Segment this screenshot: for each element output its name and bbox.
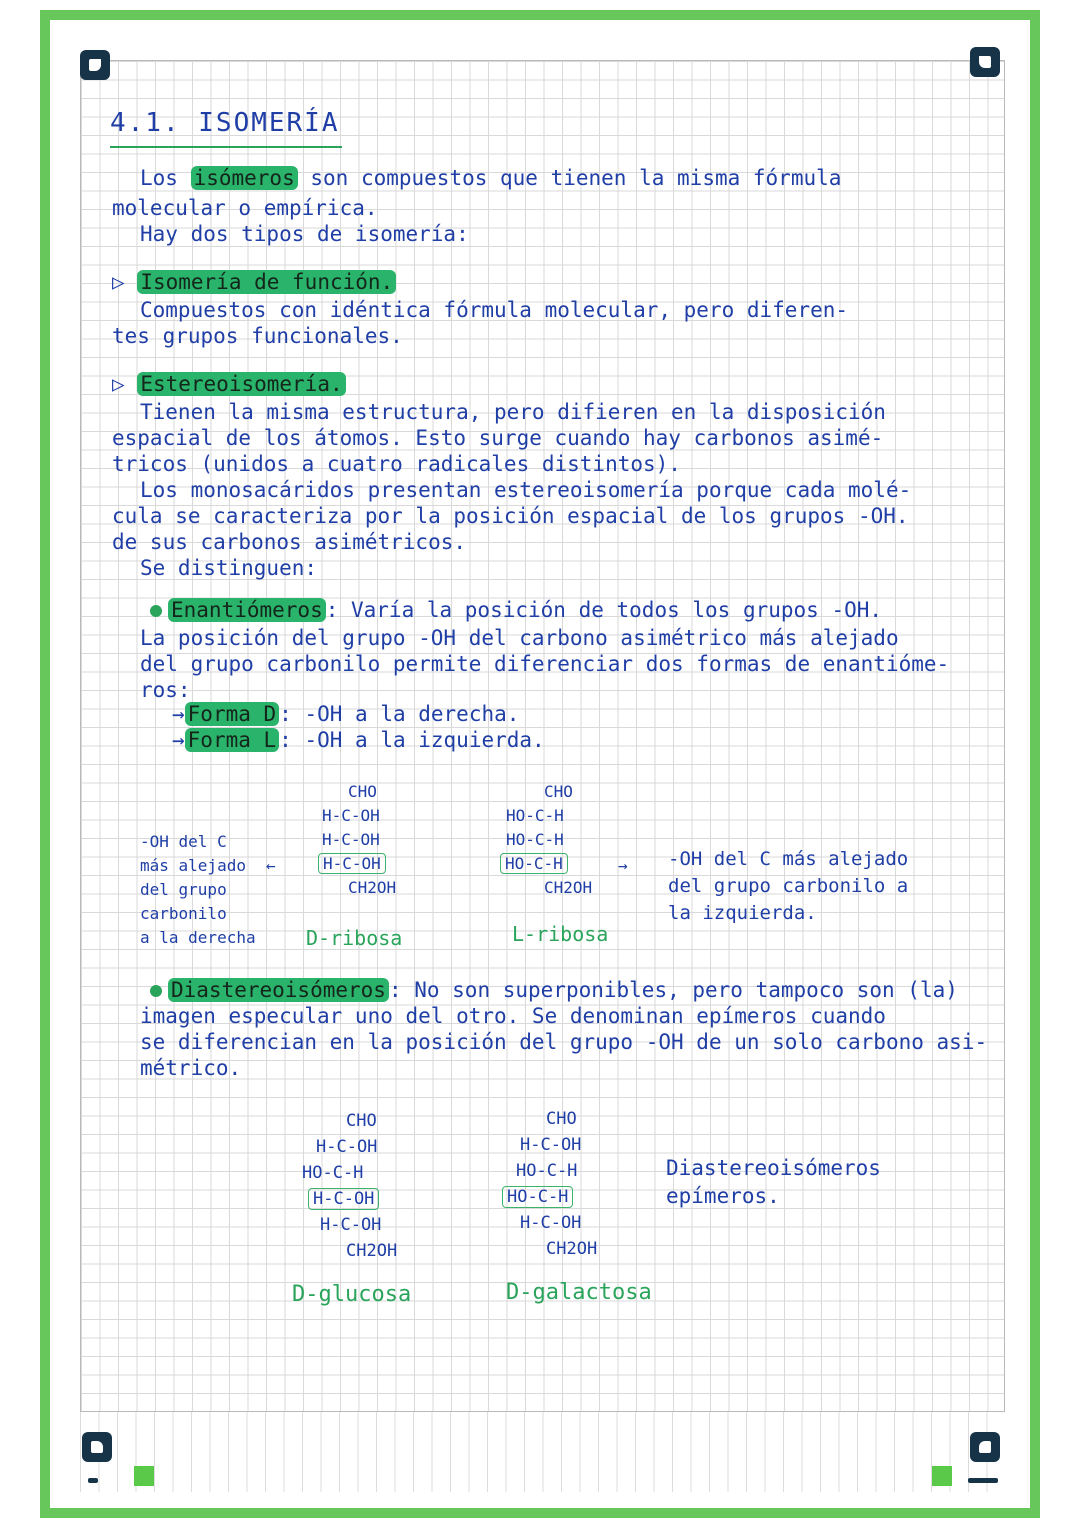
enantiomeros-line-1: Enantiómeros : Varía la posición de todos los grupos -OH. — [150, 598, 882, 622]
arrow-right-icon: → — [172, 728, 185, 752]
estereo-heading: ▷ Estereoisomería. — [112, 372, 346, 396]
dot-bullet-icon — [150, 985, 162, 997]
funcion-heading: ▷ Isomería de función. — [112, 270, 396, 294]
triangle-bullet-icon: ▷ — [112, 270, 125, 294]
l-ribosa-label: L-ribosa — [512, 922, 609, 946]
highlight-isomeros: isómeros — [191, 166, 298, 190]
enantiomeros-line-4: ros: — [140, 678, 191, 702]
l-ribosa-structure: CHO HO-C-H HO-C-H HO-C-H CH2OH — [500, 780, 592, 900]
corner-dash-right — [968, 1478, 998, 1483]
enantiomeros-line-2: La posición del grupo -OH del carbono asimétrico más alejado — [140, 626, 899, 650]
section-title: 4.1. ISOMERÍA — [110, 108, 340, 138]
intro-line-1: Los isómeros son compuestos que tienen la misma fórmula — [140, 166, 842, 190]
estereo-line-1: Tienen la misma estructura, pero difieren en la disposición — [140, 400, 886, 424]
left-note: -OH del C más alejado del grupo carbonilo a la derecha — [140, 832, 256, 947]
diastereo-line-4: métrico. — [140, 1056, 242, 1080]
diastereo-note: Diastereoisómeros epímeros. — [666, 1156, 881, 1208]
highlight-box: HO-C-H — [502, 1186, 573, 1208]
arrow-left-icon: ← — [266, 856, 276, 875]
corner-dash-left — [88, 1478, 98, 1483]
forma-d-line: → Forma D : -OH a la derecha. — [172, 702, 520, 726]
arrow-right-icon: → — [618, 856, 628, 875]
green-square-right — [932, 1466, 952, 1486]
diastereo-line-3: se diferencian en la posición del grupo -OH de un solo carbono asi- — [140, 1030, 988, 1054]
corner-mark-bottom-right — [970, 1432, 1000, 1462]
corner-mark-top-right — [970, 47, 1000, 77]
funcion-line-1: Compuestos con idéntica fórmula molecular, pero diferen- — [140, 298, 849, 322]
dot-bullet-icon — [150, 605, 162, 617]
d-galactosa-structure: CHO H-C-OH HO-C-H HO-C-H H-C-OH CH2OH — [502, 1106, 597, 1262]
estereo-line-2: espacial de los átomos. Esto surge cuando hay carbonos asimé- — [112, 426, 884, 450]
d-ribosa-structure: CHO H-C-OH H-C-OH H-C-OH CH2OH — [318, 780, 396, 900]
estereo-line-7: Se distinguen: — [140, 556, 318, 580]
right-note: -OH del C más alejado del grupo carbonilo a la izquierda. — [668, 848, 909, 924]
d-ribosa-label: D-ribosa — [306, 926, 403, 950]
d-glucosa-structure: CHO H-C-OH HO-C-H H-C-OH H-C-OH CH2OH — [302, 1111, 398, 1261]
estereo-line-3: tricos (unidos a cuatro radicales distintos). — [112, 452, 681, 476]
forma-l-line: → Forma L : -OH a la izquierda. — [172, 728, 545, 752]
diastereo-line-1: Diastereoisómeros : No son superponibles, pero tampoco son (la) — [150, 978, 958, 1002]
corner-mark-bottom-left — [82, 1432, 112, 1462]
arrow-right-icon: → — [172, 702, 185, 726]
intro-line-3: Hay dos tipos de isomería: — [140, 222, 469, 246]
highlight-box: H-C-OH — [318, 853, 386, 874]
diastereo-line-2: imagen especular uno del otro. Se denominan epímeros cuando — [140, 1004, 886, 1028]
green-square-left — [134, 1466, 154, 1486]
enantiomeros-line-3: del grupo carbonilo permite diferenciar dos formas de enantióme- — [140, 652, 950, 676]
funcion-line-2: tes grupos funcionales. — [112, 324, 403, 348]
estereo-line-5: cula se caracteriza por la posición espacial de los grupos -OH. — [112, 504, 909, 528]
d-galactosa-label: D-galactosa — [506, 1280, 652, 1305]
intro-line-2: molecular o empírica. — [112, 196, 378, 220]
estereo-line-4: Los monosacáridos presentan estereoisomería porque cada molé- — [140, 478, 912, 502]
estereo-line-6: de sus carbonos asimétricos. — [112, 530, 467, 554]
corner-mark-top-left — [80, 50, 110, 80]
graph-paper-strip — [80, 1412, 1005, 1492]
d-glucosa-label: D-glucosa — [292, 1282, 412, 1307]
highlight-box: H-C-OH — [308, 1188, 379, 1210]
triangle-bullet-icon: ▷ — [112, 372, 125, 396]
title-underline — [110, 146, 342, 148]
highlight-box: HO-C-H — [500, 853, 568, 874]
